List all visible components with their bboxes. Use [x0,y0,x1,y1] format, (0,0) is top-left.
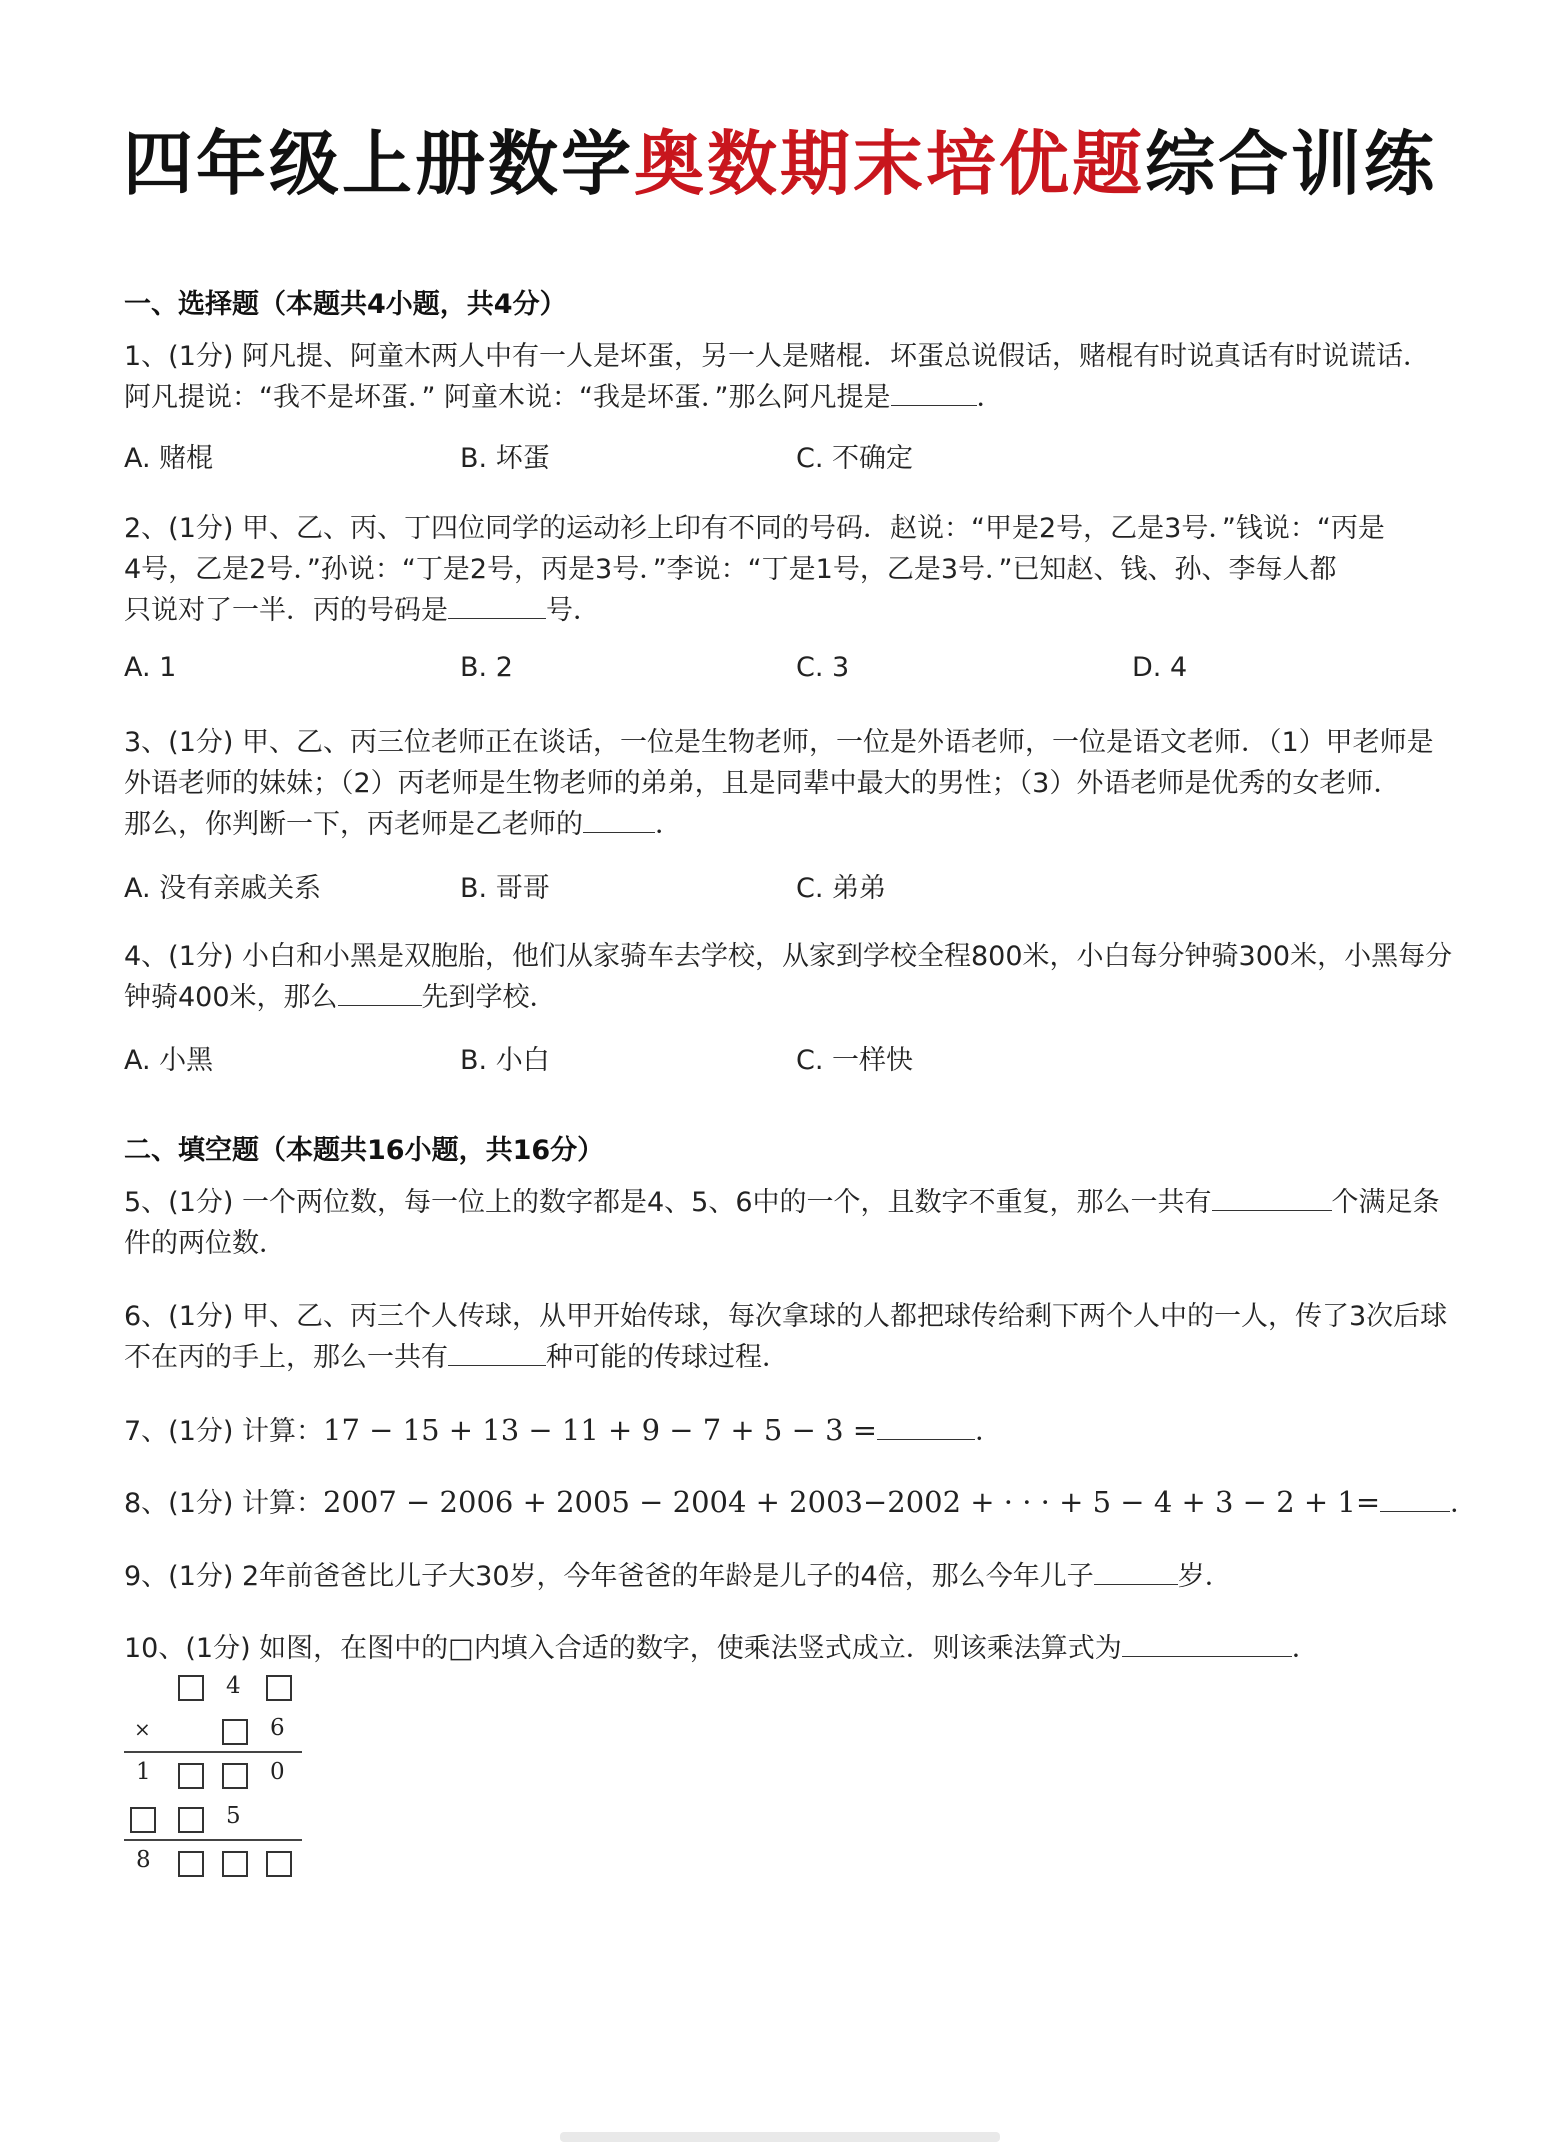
question-8-line [124,1482,1478,1524]
digit-box[interactable] [178,1763,204,1789]
question-4-line-1: 4、(1分) 小白和小黑是双胞胎，他们从家骑车去学校，从家到学校全程800米，小白每分钟骑300米，小黑每分 [124,941,1453,972]
answer-blank[interactable] [583,806,655,833]
title-accent: 奥数期末培优题 [634,123,1145,205]
digit-box[interactable] [222,1719,248,1745]
question-9-end: 岁． [1177,1561,1232,1592]
digit-box[interactable] [178,1851,204,1877]
digit-box[interactable] [178,1675,204,1701]
option-d[interactable]: D. 4 [1132,652,1188,683]
question-5-text-cont: 个满足条 [1331,1187,1440,1218]
title-part-1: 四年级上册数学 [123,123,634,205]
question-6-text: 不在丙的手上，那么一共有 [124,1342,448,1373]
question-2-line-3 [124,590,1464,631]
section-heading-choice: 一、选择题（本题共4小题，共4分） [124,289,567,320]
page-title [0,108,1560,209]
question-5-line-2: 件的两位数． [124,1228,286,1259]
question-8 [124,1482,1478,1524]
question-3-line-3 [124,804,1464,845]
question-10-end: ． [1291,1633,1319,1664]
option-b[interactable]: B. 小白 [460,1045,550,1076]
question-1-line-1: 1、(1分) 阿凡提、阿童木两人中有一人是坏蛋，另一人是赌棍．坏蛋总说假话，赌棍有时说真话有时说谎话． [124,341,1431,372]
question-4-text: 钟骑400米，那么 [124,982,338,1013]
answer-blank[interactable] [1094,1558,1178,1585]
title-part-2: 综合训练 [1145,123,1437,205]
answer-blank[interactable] [891,379,977,406]
question-7-prefix: 7、(1分) 计算： [124,1416,324,1447]
question-3-end: ． [655,809,682,840]
puzzle-digit: 4 [226,1673,241,1699]
question-5-text: 5、(1分) 一个两位数，每一位上的数字都是4、5、6中的一个，且数字不重复，那么一共有 [124,1187,1212,1218]
question-8-end: ． [1450,1488,1478,1519]
question-2-line-1: 2、(1分) 甲、乙、丙、丁四位同学的运动衫上印有不同的号码．赵说：“甲是2号，乙是3号．”钱说：“丙是 [124,513,1385,544]
answer-blank[interactable] [877,1413,975,1440]
digit-box[interactable] [222,1851,248,1877]
divider-line [124,1839,302,1841]
question-10-text: 10、(1分) 如图，在图中的□内填入合适的数字，使乘法竖式成立．则该乘法算式为 [124,1633,1122,1664]
question-5-line-1 [124,1182,1464,1223]
digit-box[interactable] [178,1807,204,1833]
question-10 [124,1628,1464,1669]
question-6 [124,1296,1464,1378]
question-3-line-2: 外语老师的妹妹；（2）丙老师是生物老师的弟弟，且是同辈中最大的男性；（3）外语老师是优秀的女老师． [124,768,1401,799]
question-3-line-1: 3、(1分) 甲、乙、丙三位老师正在谈话，一位是生物老师，一位是外语老师，一位是语文老师．（1）甲老师是 [124,727,1434,758]
question-1-end: ． [976,382,1004,413]
question-4-end: 先到学校． [421,982,557,1013]
question-8-expression: 2007 − 2006 + 2005 − 2004 + 2003−2002 + · · · + 5 − 4 + 3 − 2 + 1= [323,1485,1381,1519]
question-1-text: 阿凡提说：“我不是坏蛋．” 阿童木说：“我是坏蛋．”那么阿凡提是 [124,382,891,413]
question-1-line-2 [124,377,1464,418]
puzzle-digit: 8 [136,1847,151,1873]
answer-blank[interactable] [448,1339,546,1366]
option-b[interactable]: B. 2 [460,652,513,683]
question-2-text: 只说对了一半．丙的号码是 [124,595,448,626]
question-9-line [124,1556,1464,1597]
digit-box[interactable] [266,1675,292,1701]
puzzle-digit: 1 [136,1759,151,1785]
question-4-line-2 [124,977,1464,1018]
option-a[interactable]: A. 小黑 [124,1045,214,1076]
option-a[interactable]: A. 1 [124,652,177,683]
section-heading-fill: 二、填空题（本题共16小题，共16分） [124,1135,605,1166]
option-a[interactable]: A. 没有亲戚关系 [124,873,322,904]
question-10-line [124,1628,1464,1669]
digit-box[interactable] [266,1851,292,1877]
question-9 [124,1556,1464,1597]
multiply-sign: × [134,1717,151,1741]
option-c[interactable]: C. 弟弟 [796,873,887,904]
digit-box[interactable] [130,1807,156,1833]
answer-blank[interactable] [1380,1485,1450,1512]
answer-blank[interactable] [338,979,422,1006]
question-2-line-2: 4号，乙是2号．”孙说：“丁是2号，丙是3号．”李说：“丁是1号，乙是3号．”已知赵、钱、孙、李每人都 [124,554,1337,585]
option-c[interactable]: C. 一样快 [796,1045,914,1076]
question-2 [124,508,1464,631]
question-5 [124,1182,1464,1264]
answer-blank[interactable] [1212,1184,1332,1211]
option-c[interactable]: C. 不确定 [796,443,914,474]
question-1 [124,336,1464,418]
question-7-end: ． [975,1416,1003,1447]
question-3 [124,722,1464,845]
question-7-expression: 17 − 15 + 13 − 11 + 9 − 7 + 5 − 3 = [323,1413,878,1447]
question-2-end: 号． [546,595,600,626]
question-7-line [124,1410,1464,1452]
answer-blank[interactable] [1122,1630,1292,1657]
footer-watermark [560,2132,1000,2142]
question-4 [124,936,1464,1018]
puzzle-digit: 5 [226,1803,241,1829]
question-9-text: 9、(1分) 2年前爸爸比儿子大30岁，今年爸爸的年龄是儿子的4倍，那么今年儿子 [124,1561,1094,1592]
divider-line [124,1751,302,1753]
question-3-text: 那么，你判断一下，丙老师是乙老师的 [124,809,583,840]
multiplication-puzzle [124,1665,314,1890]
digit-box[interactable] [222,1763,248,1789]
option-b[interactable]: B. 哥哥 [460,873,550,904]
question-7 [124,1410,1464,1452]
puzzle-digit: 6 [270,1715,285,1741]
option-a[interactable]: A. 赌棍 [124,443,214,474]
question-6-end: 种可能的传球过程． [546,1342,789,1373]
answer-blank[interactable] [448,592,546,619]
option-c[interactable]: C. 3 [796,652,850,683]
question-8-prefix: 8、(1分) 计算： [124,1488,324,1519]
option-b[interactable]: B. 坏蛋 [460,443,550,474]
question-6-line-1: 6、(1分) 甲、乙、丙三个人传球，从甲开始传球，每次拿球的人都把球传给剩下两个人中的一人，传了3次后球 [124,1301,1448,1332]
puzzle-digit: 0 [270,1759,285,1785]
question-6-line-2 [124,1337,1464,1378]
